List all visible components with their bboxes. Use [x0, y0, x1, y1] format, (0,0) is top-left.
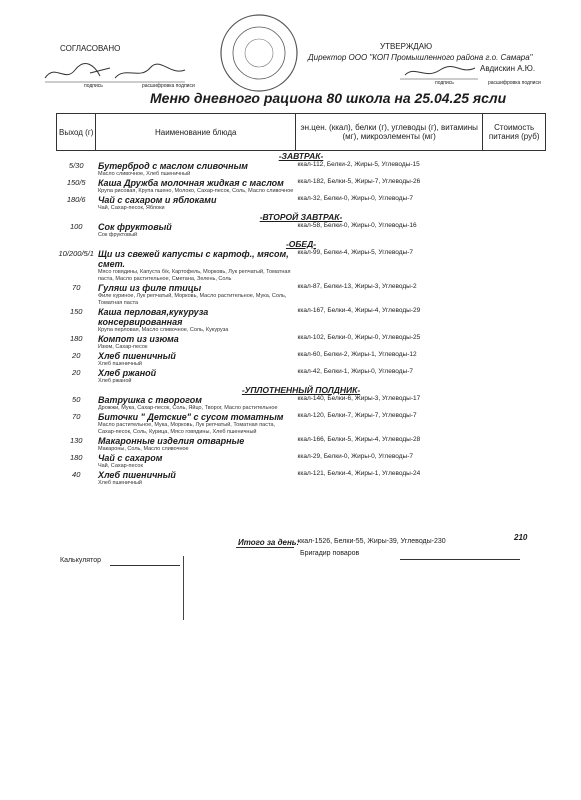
item-output: 180	[69, 334, 83, 343]
menu-item-row	[57, 161, 546, 178]
item-nutrition: ккал-102, Белки-0, Жиры-0, Углеводы-25	[297, 334, 421, 341]
item-nutrition: ккал-60, Белки-2, Жиры-1, Углеводы-12	[297, 351, 417, 358]
menu-item-row	[57, 453, 546, 470]
section-title: -ОБЕД-	[285, 239, 317, 249]
item-nutrition: ккал-87, Белки-13, Жиры-3, Углеводы-2	[297, 283, 417, 290]
menu-item-row	[57, 436, 546, 453]
item-ingredients: Сок фруктовый	[97, 232, 138, 238]
right-signature	[400, 60, 480, 82]
section-row	[57, 151, 546, 162]
section-title: -ЗАВТРАК-	[278, 151, 324, 161]
item-price	[483, 334, 546, 351]
item-name: Компот из изюма	[97, 334, 179, 344]
section-cell	[57, 151, 546, 162]
item-name-cell	[96, 195, 296, 212]
item-output: 5/30	[68, 161, 84, 170]
item-ingredients: Масло растительное, Мука, Морковь, Лук репчатый, Томатная паста, Сахар-песок, Соль, Курица, Мясо говядины, Хлеб пшеничный	[97, 422, 276, 435]
totals-value: ккал-1526, Белки-55, Жиры-39, Углеводы-230	[298, 538, 446, 545]
item-name: Хлеб пшеничный	[97, 470, 176, 480]
item-ingredients: Хлеб ржаной	[97, 378, 132, 384]
round-stamp	[218, 12, 300, 94]
item-output: 10/200/5/1	[58, 249, 94, 258]
col-name-header: Наименование блюда	[96, 114, 296, 151]
totals-label: Итого за день:	[238, 538, 300, 547]
item-name-cell	[96, 283, 296, 307]
item-nutrition: ккал-182, Белки-5, Жиры-7, Углеводы-26	[297, 178, 421, 185]
item-output: 40	[72, 470, 81, 479]
item-name-cell	[96, 307, 296, 334]
item-price	[483, 307, 546, 334]
item-ingredients: Чай, Сахар-песок	[97, 463, 143, 469]
item-output: 130	[69, 436, 83, 445]
item-price	[483, 412, 546, 436]
item-name: Хлеб ржаной	[97, 368, 157, 378]
section-title: -ВТОРОЙ ЗАВТРАК-	[259, 212, 343, 222]
item-output: 100	[69, 222, 83, 231]
page-title: Меню дневного рациона 80 школа на 25.04.25 ясли	[150, 90, 507, 106]
menu-item-row	[57, 334, 546, 351]
item-name: Гуляш из филе птицы	[97, 283, 202, 293]
item-name-cell	[96, 412, 296, 436]
item-output: 180	[69, 453, 83, 462]
item-ingredients: Дрожжи, Мука, Сахар-песок, Соль, Яйцо, Творог, Масло растительное	[97, 405, 278, 411]
item-nutrition: ккал-58, Белки-0, Жиры-0, Углеводы-16	[297, 222, 417, 229]
totals-underline	[236, 547, 294, 548]
item-name: Хлеб пшеничный	[97, 351, 176, 361]
director-name: Авдискин А.Ю.	[480, 64, 536, 73]
item-name-cell	[96, 161, 296, 178]
approved-right-label: УТВЕРЖДАЮ	[380, 42, 433, 51]
right-caption-decode: расшифровка подписи	[488, 80, 541, 86]
item-ingredients: Хлеб пшеничный	[97, 361, 142, 367]
item-name: Бутерброд с маслом сливочным	[97, 161, 248, 171]
item-price	[483, 222, 546, 239]
item-output: 150/5	[66, 178, 86, 187]
calculator-label: Калькулятор	[60, 557, 101, 564]
section-row	[57, 212, 546, 222]
item-nutrition: ккал-140, Белки-6, Жиры-3, Углеводы-17	[297, 395, 421, 402]
item-nutrition: ккал-112, Белки-2, Жиры-5, Углеводы-15	[297, 161, 420, 168]
item-name: Чай с сахаром и яблоками	[97, 195, 217, 205]
item-price	[483, 351, 546, 368]
menu-table	[56, 113, 546, 487]
section-cell	[57, 212, 546, 222]
item-ingredients: Хлеб пшеничный	[97, 480, 142, 486]
item-name-cell	[96, 395, 296, 412]
left-caption-decode: расшифровка подписи	[142, 83, 195, 89]
item-name-cell	[96, 368, 296, 385]
section-title: -УПЛОТНЕННЫЙ ПОЛДНИК-	[241, 385, 361, 395]
menu-table-body	[57, 114, 546, 488]
item-ingredients: Чай, Сахар-песок, Яблоки	[97, 205, 165, 211]
item-name-cell	[96, 453, 296, 470]
menu-item-row	[57, 283, 546, 307]
item-name-cell	[96, 249, 296, 283]
col-price-header: Стоимость питания (руб)	[483, 114, 546, 151]
item-name-cell	[96, 470, 296, 487]
menu-item-row	[57, 351, 546, 368]
item-output: 70	[72, 412, 81, 421]
item-nutrition: ккал-42, Белки-1, Жиры-0, Углеводы-7	[297, 368, 413, 375]
item-price	[483, 395, 546, 412]
item-price	[483, 436, 546, 453]
item-name: Чай с сахаром	[97, 453, 163, 463]
item-name: Сок фруктовый	[97, 222, 172, 232]
item-ingredients: Мясо говядины, Капуста б/к, Картофель, Морковь, Лук репчатый, Томатная паста, Масло растительное, Сметана, Зелень, Соль	[97, 269, 291, 282]
section-row	[57, 385, 546, 395]
item-name: Каша перловая,кукуруза консервированная	[97, 307, 209, 327]
item-ingredients: Крупа рисовая, Крупа пшено, Молоко, Сахар-песок, Соль, Масло сливочное	[97, 188, 294, 194]
item-nutrition: ккал-166, Белки-5, Жиры-4, Углеводы-28	[297, 436, 421, 443]
menu-item-row	[57, 195, 546, 212]
director-title: Директор ООО "КОП Промышленного района г.о. Самара"	[308, 53, 533, 62]
item-price	[483, 368, 546, 385]
left-caption-sign: подпись	[84, 83, 103, 89]
item-price	[483, 178, 546, 195]
menu-item-row	[57, 412, 546, 436]
section-row	[57, 239, 546, 249]
right-caption-sign: подпись	[435, 80, 454, 86]
menu-item-row	[57, 470, 546, 487]
item-name-cell	[96, 222, 296, 239]
item-price	[483, 249, 546, 283]
item-price	[483, 453, 546, 470]
item-output: 70	[72, 283, 81, 292]
item-price	[483, 161, 546, 178]
item-name-cell	[96, 334, 296, 351]
left-signature	[40, 58, 190, 86]
menu-item-row	[57, 249, 546, 283]
item-nutrition: ккал-99, Белки-4, Жиры-5, Углеводы-7	[297, 249, 413, 256]
item-ingredients: Макароны, Соль, Масло сливочное	[97, 446, 189, 452]
brigadier-label: Бригадир поваров	[300, 550, 360, 557]
col-nutrition-header: эн.цен. (ккал), белки (г), углеводы (г), витамины (мг), микроэлементы (мг)	[296, 114, 483, 151]
item-name: Макаронные изделия отварные	[97, 436, 245, 446]
item-name: Щи из свежей капусты с картоф., мясом, смет.	[97, 249, 289, 269]
item-nutrition: ккал-167, Белки-4, Жиры-4, Углеводы-29	[297, 307, 421, 314]
item-price	[483, 283, 546, 307]
item-output: 180/6	[66, 195, 86, 204]
item-output: 50	[72, 395, 81, 404]
table-header-row	[57, 114, 546, 151]
item-ingredients: Филе куриное, Лук репчатый, Морковь, Масло растительное, Мука, Соль, Томатная паста	[97, 293, 287, 306]
item-nutrition: ккал-120, Белки-7, Жиры-7, Углеводы-7	[297, 412, 417, 419]
section-cell	[57, 385, 546, 395]
item-nutrition: ккал-32, Белки-0, Жиры-0, Углеводы-7	[297, 195, 413, 202]
vertical-rule	[183, 556, 184, 620]
item-name-cell	[96, 436, 296, 453]
item-output: 20	[72, 351, 81, 360]
item-name: Каша Дружба молочная жидкая с маслом	[97, 178, 284, 188]
item-ingredients: Изюм, Сахар-песок	[97, 344, 148, 350]
brigadier-signature-line	[400, 559, 520, 560]
item-output: 20	[72, 368, 81, 377]
item-price	[483, 470, 546, 487]
menu-item-row	[57, 178, 546, 195]
item-price	[483, 195, 546, 212]
totals-price: 210	[514, 533, 528, 542]
item-name: Биточки " Детские" с сусом томатным	[97, 412, 284, 422]
calculator-signature-line	[110, 565, 180, 566]
item-name-cell	[96, 351, 296, 368]
item-nutrition: ккал-121, Белки-4, Жиры-1, Углеводы-24	[297, 470, 421, 477]
menu-item-row	[57, 222, 546, 239]
item-nutrition: ккал-29, Белки-0, Жиры-0, Углеводы-7	[297, 453, 413, 460]
menu-item-row	[57, 395, 546, 412]
item-ingredients: Масло сливочное, Хлеб пшеничный	[97, 171, 191, 177]
item-ingredients: Крупа перловая, Масло сливочное, Соль, Кукуруза	[97, 327, 229, 333]
menu-item-row	[57, 368, 546, 385]
approved-left-label: СОГЛАСОВАНО	[60, 44, 121, 53]
item-name-cell	[96, 178, 296, 195]
menu-item-row	[57, 307, 546, 334]
item-name: Ватрушка с творогом	[97, 395, 202, 405]
col-output-header: Выход (г)	[57, 114, 96, 151]
section-cell	[57, 239, 546, 249]
item-output: 150	[69, 307, 83, 316]
